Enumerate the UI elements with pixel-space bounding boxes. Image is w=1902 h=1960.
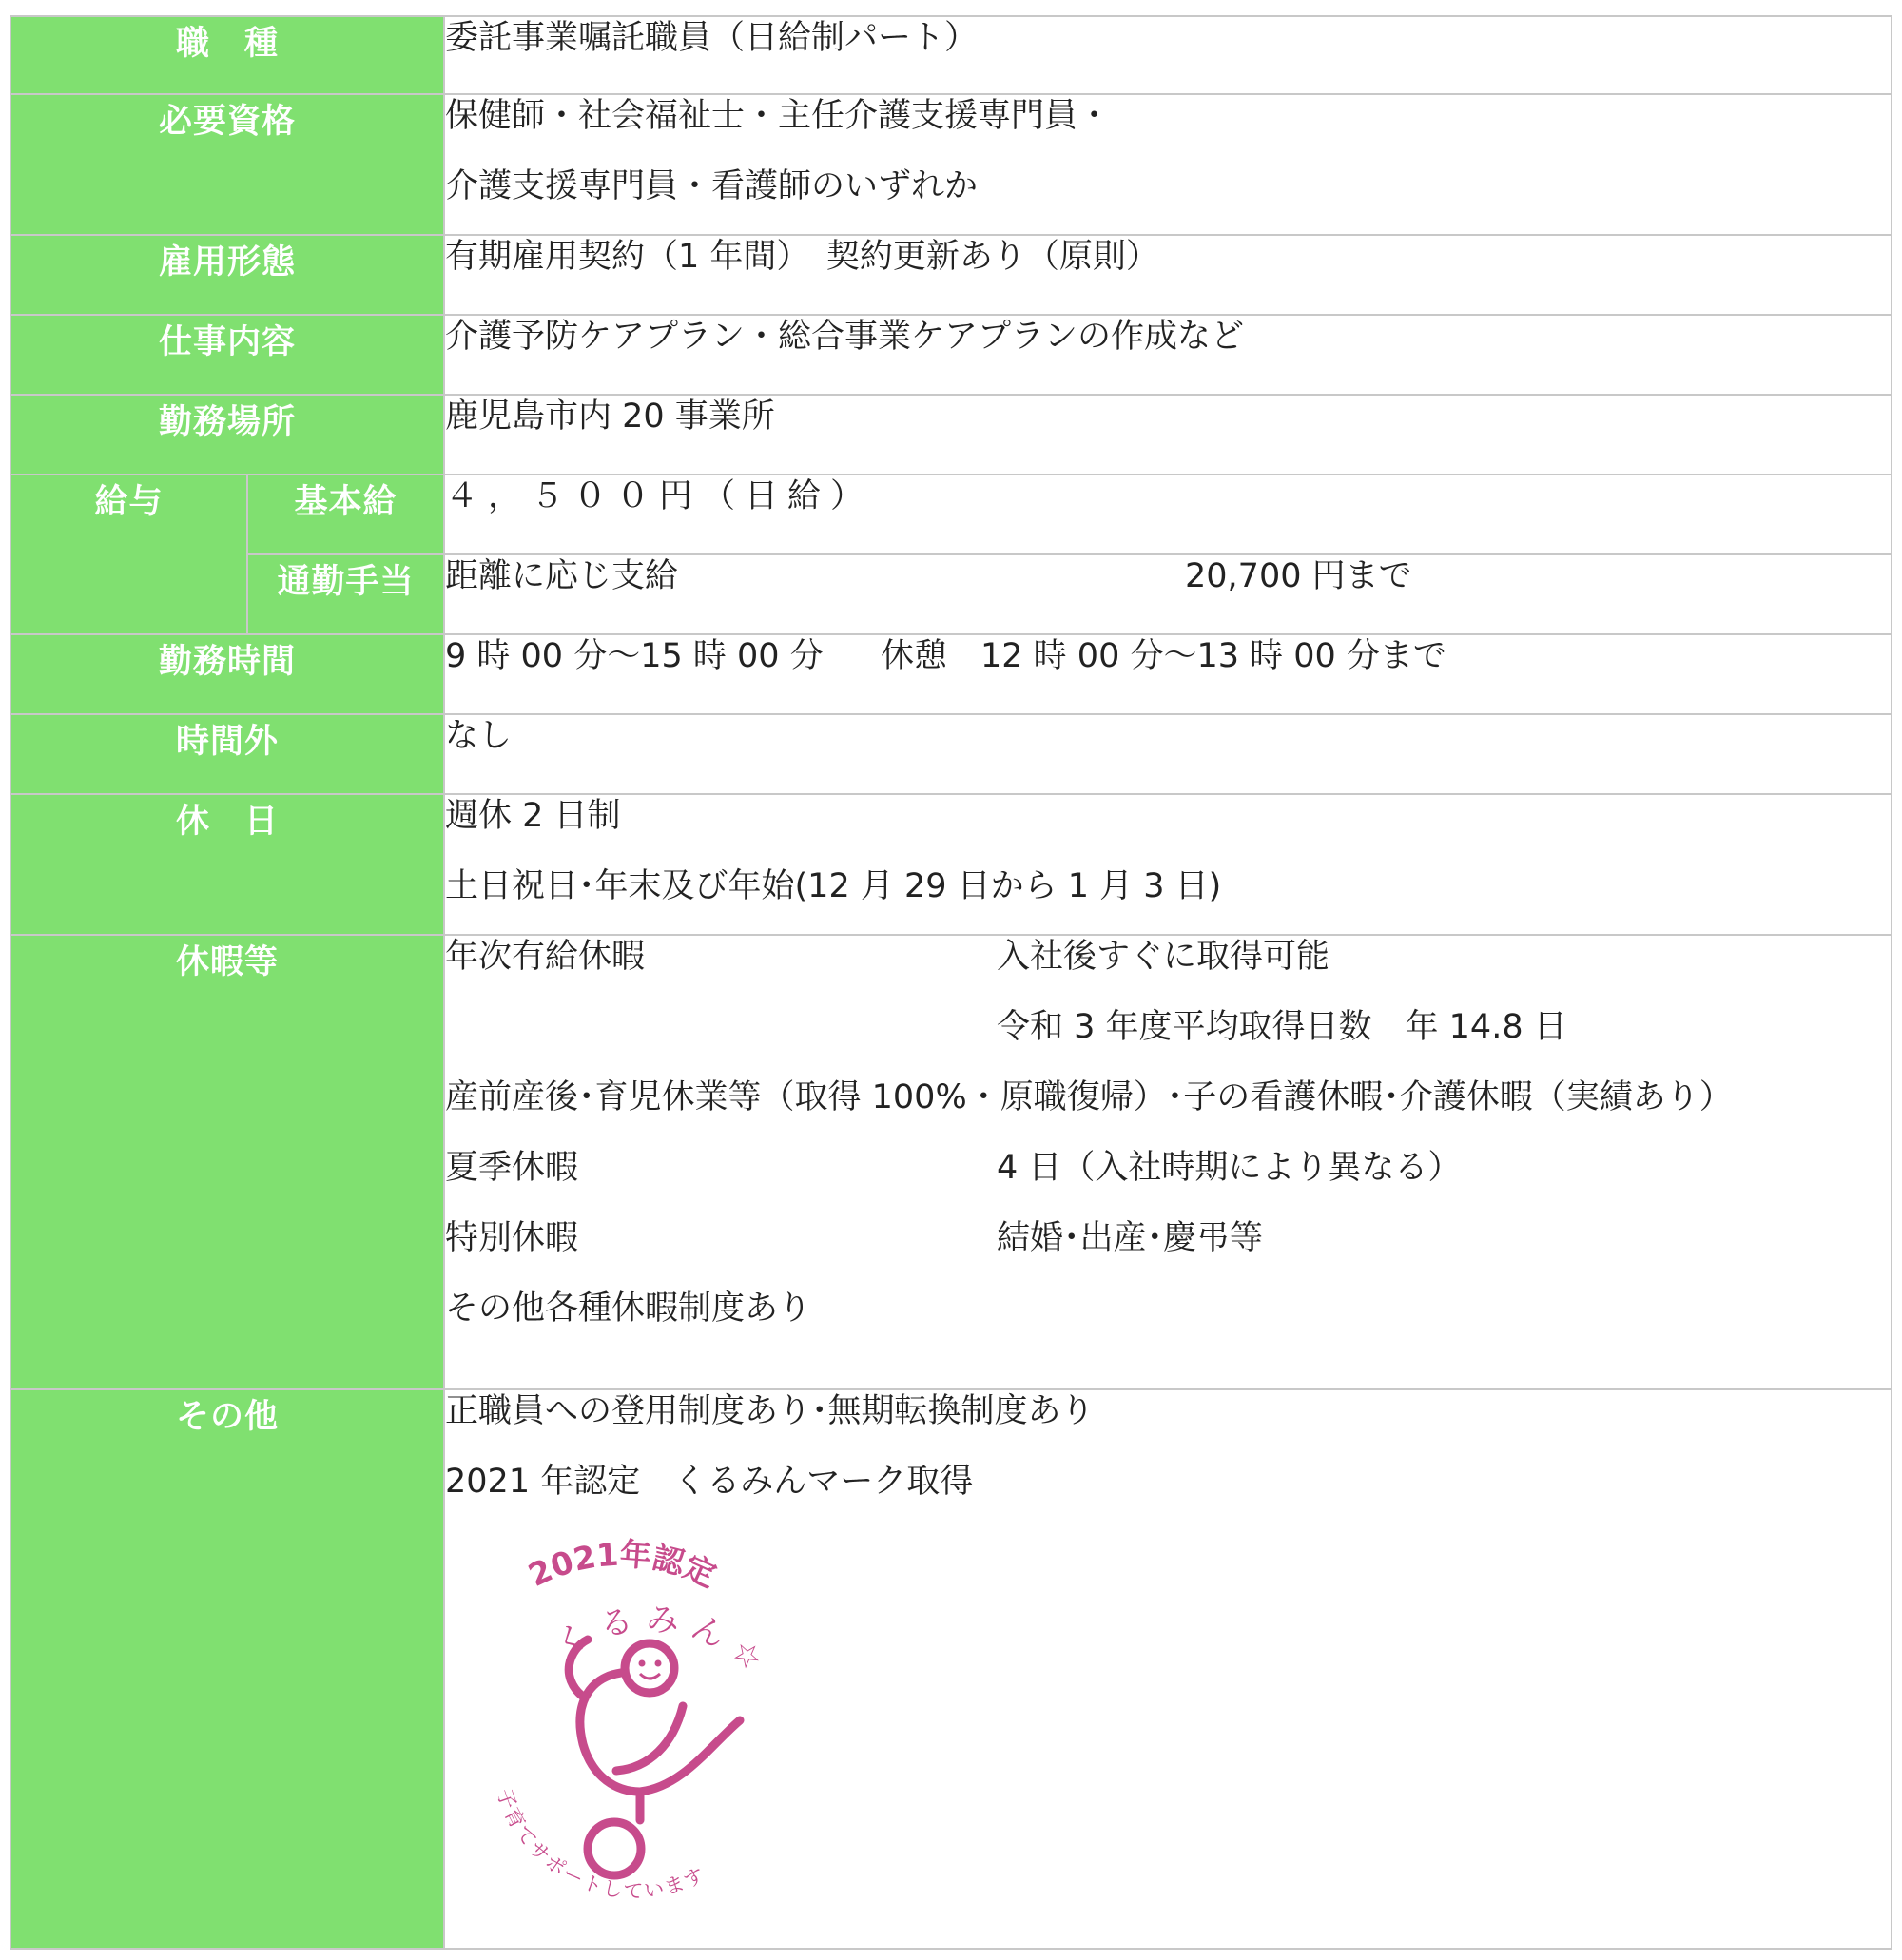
holidays-line-2: 土日祝日･年末及び年始(12 月 29 日から 1 月 3 日) xyxy=(445,867,1222,905)
logo-year-text: 2021年認定 xyxy=(522,1535,723,1595)
workplace-value: 鹿児島市内 20 事業所 xyxy=(445,398,775,436)
job-info-table xyxy=(10,15,1892,1950)
logo-tagline-text: 子育てサポートしています xyxy=(492,1785,710,1903)
annual-leave-note-1: 入社後すぐに取得可能 xyxy=(997,938,1330,976)
summer-leave-note: 4 日（入社時期により異なる） xyxy=(997,1149,1462,1187)
overtime-value: なし xyxy=(445,717,513,755)
tulip-baby-icon xyxy=(569,1640,740,1875)
row-employment-type xyxy=(10,235,1892,315)
holidays-line-1: 週休 2 日制 xyxy=(445,797,621,835)
other-line-1: 正職員への登用制度あり･無期転換制度あり xyxy=(445,1392,1095,1430)
row-qualifications xyxy=(10,94,1892,235)
logo-kurumin-text: くるみん☆ xyxy=(549,1600,780,1687)
row-job-description xyxy=(10,315,1892,395)
special-leave-note: 結婚･出産･慶弔等 xyxy=(997,1219,1264,1257)
base-pay-value: ４，５００円（日給） xyxy=(445,477,874,515)
annual-leave-label: 年次有給休暇 xyxy=(445,938,646,976)
commute-allowance-max: 20,700 円まで xyxy=(1185,557,1412,595)
annual-leave-note-2: 令和 3 年度平均取得日数 年 14.8 日 xyxy=(997,1008,1567,1046)
qualifications-line-1: 保健師・社会福祉士・主任介護支援専門員・ xyxy=(445,97,1112,135)
row-other xyxy=(10,1389,1892,1949)
employment-type-label: 雇用形態 xyxy=(10,235,444,315)
job-description-value: 介護予防ケアプラン・総合事業ケアプランの作成など xyxy=(445,318,1245,356)
break-time-value: 休憩 12 時 00 分～13 時 00 分まで xyxy=(881,637,1446,675)
salary-label: 給与 xyxy=(10,475,247,634)
commute-allowance-label: 通勤手当 xyxy=(247,554,444,634)
row-overtime xyxy=(10,714,1892,794)
baby-face-icon xyxy=(639,1660,662,1679)
row-job-type xyxy=(10,16,1892,94)
overtime-label: 時間外 xyxy=(10,714,444,794)
row-leave xyxy=(10,935,1892,1389)
row-salary-base xyxy=(10,475,1892,554)
other-line-2: 2021 年認定 くるみんマーク取得 xyxy=(445,1463,974,1501)
summer-leave-label: 夏季休暇 xyxy=(445,1149,579,1187)
employment-type-value: 有期雇用契約（1 年間） 契約更新あり（原則） xyxy=(445,238,1159,276)
row-holidays xyxy=(10,794,1892,935)
leave-label: 休暇等 xyxy=(10,935,444,1389)
job-type-label: 職 種 xyxy=(10,16,444,94)
workplace-label: 勤務場所 xyxy=(10,395,444,475)
row-working-hours xyxy=(10,634,1892,714)
other-leave-text: その他各種休暇制度あり xyxy=(445,1290,812,1328)
commute-allowance-value: 距離に応じ支給 xyxy=(445,557,679,595)
working-hours-label: 勤務時間 xyxy=(10,634,444,714)
kurumin-mark-logo xyxy=(445,1516,825,1911)
row-workplace xyxy=(10,395,1892,475)
working-hours-value: 9 時 00 分～15 時 00 分 xyxy=(445,637,824,675)
holidays-label: 休 日 xyxy=(10,794,444,935)
other-label: その他 xyxy=(10,1389,444,1949)
job-type-value: 委託事業嘱託職員（日給制パート） xyxy=(445,19,979,57)
qualifications-line-2: 介護支援専門員・看護師のいずれか xyxy=(445,167,979,205)
special-leave-label: 特別休暇 xyxy=(445,1219,579,1257)
qualifications-label: 必要資格 xyxy=(10,94,444,235)
base-pay-label: 基本給 xyxy=(247,475,444,554)
row-salary-commute xyxy=(10,554,1892,634)
job-description-label: 仕事内容 xyxy=(10,315,444,395)
childcare-leave-text: 産前産後･育児休業等（取得 100%・原職復帰）･子の看護休暇･介護休暇（実績あり） xyxy=(445,1078,1733,1116)
